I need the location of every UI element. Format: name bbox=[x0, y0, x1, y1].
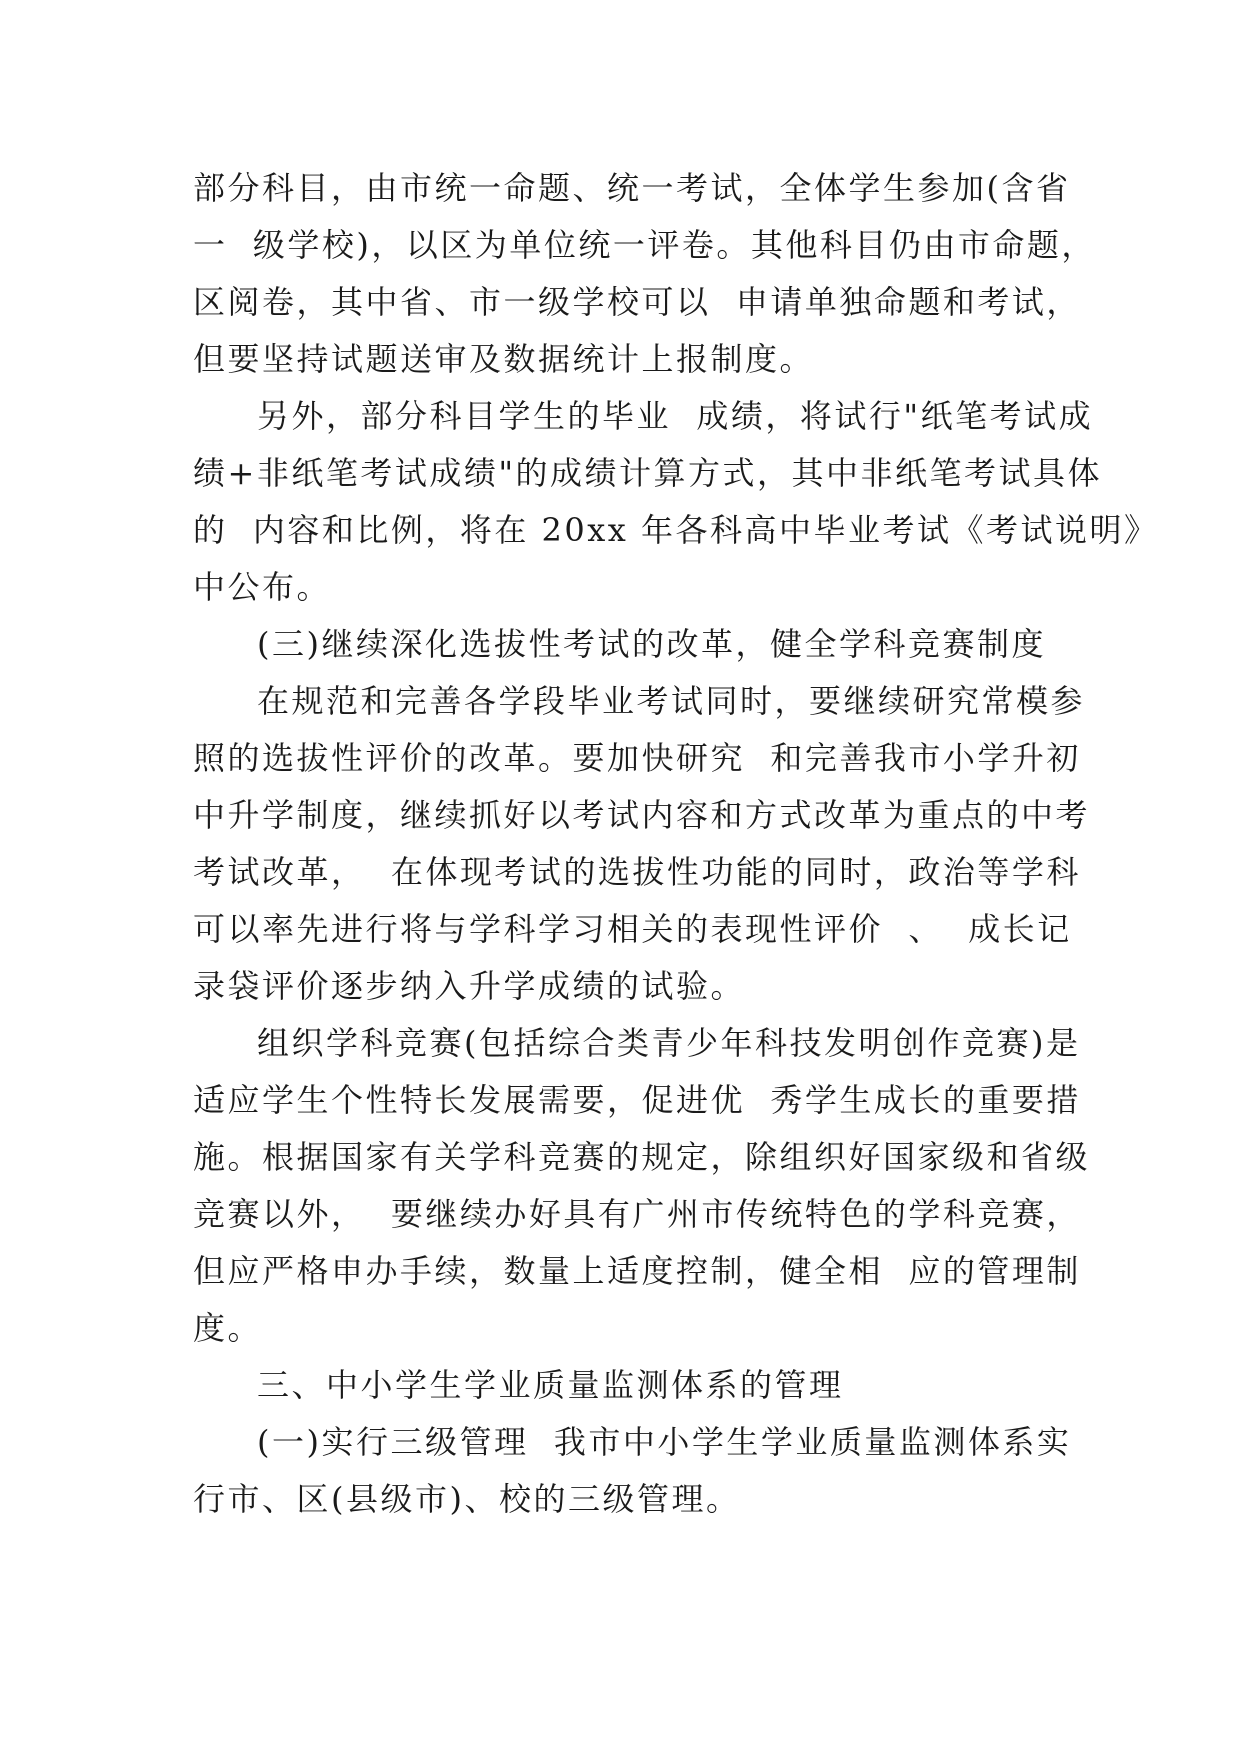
text-line: (三)继续深化选拔性考试的改革，健全学科竞赛制度 bbox=[257, 625, 1046, 663]
text-line: 但要坚持试题送审及数据统计上报制度。 bbox=[193, 340, 815, 378]
text-line: 行市、区(县级市)、校的三级管理。 bbox=[193, 1480, 741, 1518]
text-line: (一)实行三级管理 我市中小学生学业质量监测体系实 bbox=[257, 1423, 1072, 1461]
text-line: 竞赛以外， 要继续办好具有广州市传统特色的学科竞赛， bbox=[193, 1195, 1081, 1233]
text-line: 考试改革， 在体现考试的选拔性功能的同时，政治等学科 bbox=[193, 853, 1081, 891]
text-line: 录袋评价逐步纳入升学成绩的试验。 bbox=[193, 967, 746, 1005]
text-line: 中公布。 bbox=[193, 568, 332, 606]
text-line: 的 内容和比例，将在 20xx 年各科高中毕业考试《考试说明》 bbox=[193, 511, 1159, 549]
text-line: 组织学科竞赛(包括综合类青少年科技发明创作竞赛)是 bbox=[257, 1024, 1081, 1062]
text-line: 另外，部分科目学生的毕业 成绩，将试行"纸笔考试成 bbox=[257, 397, 1094, 435]
text-line: 照的选拔性评价的改革。要加快研究 和完善我市小学升初 bbox=[193, 739, 1081, 777]
text-line: 度。 bbox=[193, 1309, 263, 1347]
document-body bbox=[193, 160, 1159, 1528]
text-line: 适应学生个性特长发展需要，促进优 秀学生成长的重要措 bbox=[193, 1081, 1081, 1119]
text-line: 中升学制度，继续抓好以考试内容和方式改革为重点的中考 bbox=[193, 796, 1091, 834]
text-line: 可以率先进行将与学科学习相关的表现性评价 、 成长记 bbox=[193, 910, 1072, 948]
text-line: 区阅卷，其中省、市一级学校可以 申请单独命题和考试， bbox=[193, 283, 1081, 321]
text-line: 施。根据国家有关学科竞赛的规定，除组织好国家级和省级 bbox=[193, 1138, 1091, 1176]
text-line: 但应严格申办手续，数量上适度控制，健全相 应的管理制 bbox=[193, 1252, 1081, 1290]
text-line: 绩+非纸笔考试成绩"的成绩计算方式，其中非纸笔考试具体 bbox=[193, 454, 1103, 492]
text-line: 三、中小学生学业质量监测体系的管理 bbox=[257, 1366, 844, 1404]
text-line: 在规范和完善各学段毕业考试同时，要继续研究常模参 bbox=[257, 682, 1086, 720]
text-line: 一 级学校)，以区为单位统一评卷。其他科目仍由市命题， bbox=[193, 226, 1096, 264]
text-line: 部分科目，由市统一命题、统一考试，全体学生参加(含省 bbox=[193, 169, 1071, 207]
